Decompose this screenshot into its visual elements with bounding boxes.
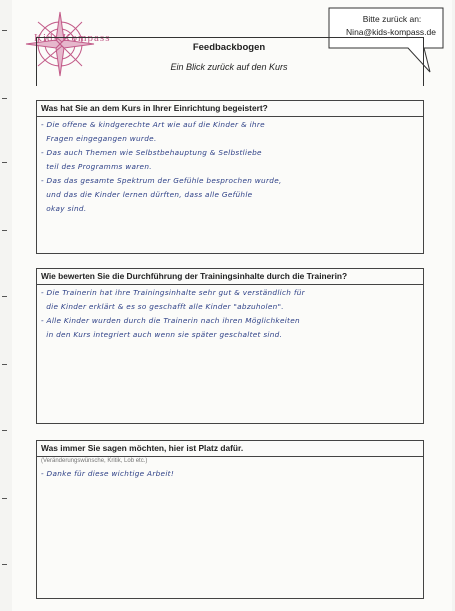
page-title: Feedbackbogen (192, 42, 266, 53)
question-label: Was hat Sie an dem Kurs in Ihrer Einrichtung begeistert? (37, 101, 423, 117)
question-label: Wie bewerten Sie die Durchführung der Trainingsinhalte durch die Trainerin? (37, 269, 423, 285)
answer-line: - Das das gesamte Spektrum der Gefühle besprochen wurde, und das die Kinder lernen dürften, dass alle Gefühle okay sind. (41, 176, 282, 213)
question-label: Was immer Sie sagen möchten, hier ist Platz dafür. (37, 441, 423, 457)
return-address-label: Bitte zurück an: (362, 14, 422, 24)
return-email: Nina@kids-kompass.de (346, 27, 436, 37)
handwritten-answer (37, 285, 423, 342)
scan-edge-mark (2, 230, 7, 231)
feedback-section-3 (36, 440, 424, 599)
feedback-section-1 (36, 100, 424, 254)
scan-edge-mark (2, 564, 7, 565)
question-hint: (Veränderungswünsche, Kritik, Lob etc.) (41, 458, 148, 464)
answer-line: - Danke für diese wichtige Arbeit! (41, 469, 175, 478)
handwritten-answer (37, 117, 423, 216)
scan-edge-mark (2, 98, 7, 99)
scan-edge-mark (2, 364, 7, 365)
scan-edge-mark (2, 498, 7, 499)
page-subtitle: Ein Blick zurück auf den Kurs (170, 62, 288, 72)
answer-line: - Alle Kinder wurden durch die Trainerin nach ihren Möglichkeiten in den Kurs integriert auch wenn sie später geschaltet sind. (41, 316, 300, 339)
feedback-section-2 (36, 268, 424, 424)
scan-edge-mark (2, 430, 7, 431)
scan-edge-mark (2, 30, 7, 31)
logo-wordmark: Kids Kompass (34, 32, 111, 44)
scan-edge-mark (2, 162, 7, 163)
handwritten-answer (37, 466, 423, 481)
answer-line: - Die Trainerin hat ihre Trainingsinhalte sehr gut & verständlich für die Kinder erklärt & es so geschafft alle Kinder "abzuholen". (41, 288, 305, 311)
answer-line: - Das auch Themen wie Selbstbehauptung & Selbstliebe teil des Programms waren. (41, 148, 262, 171)
scan-edge-mark (2, 296, 7, 297)
answer-line: - Die offene & kindgerechte Art wie auf die Kinder & ihre Fragen eingegangen wurde. (41, 120, 265, 143)
